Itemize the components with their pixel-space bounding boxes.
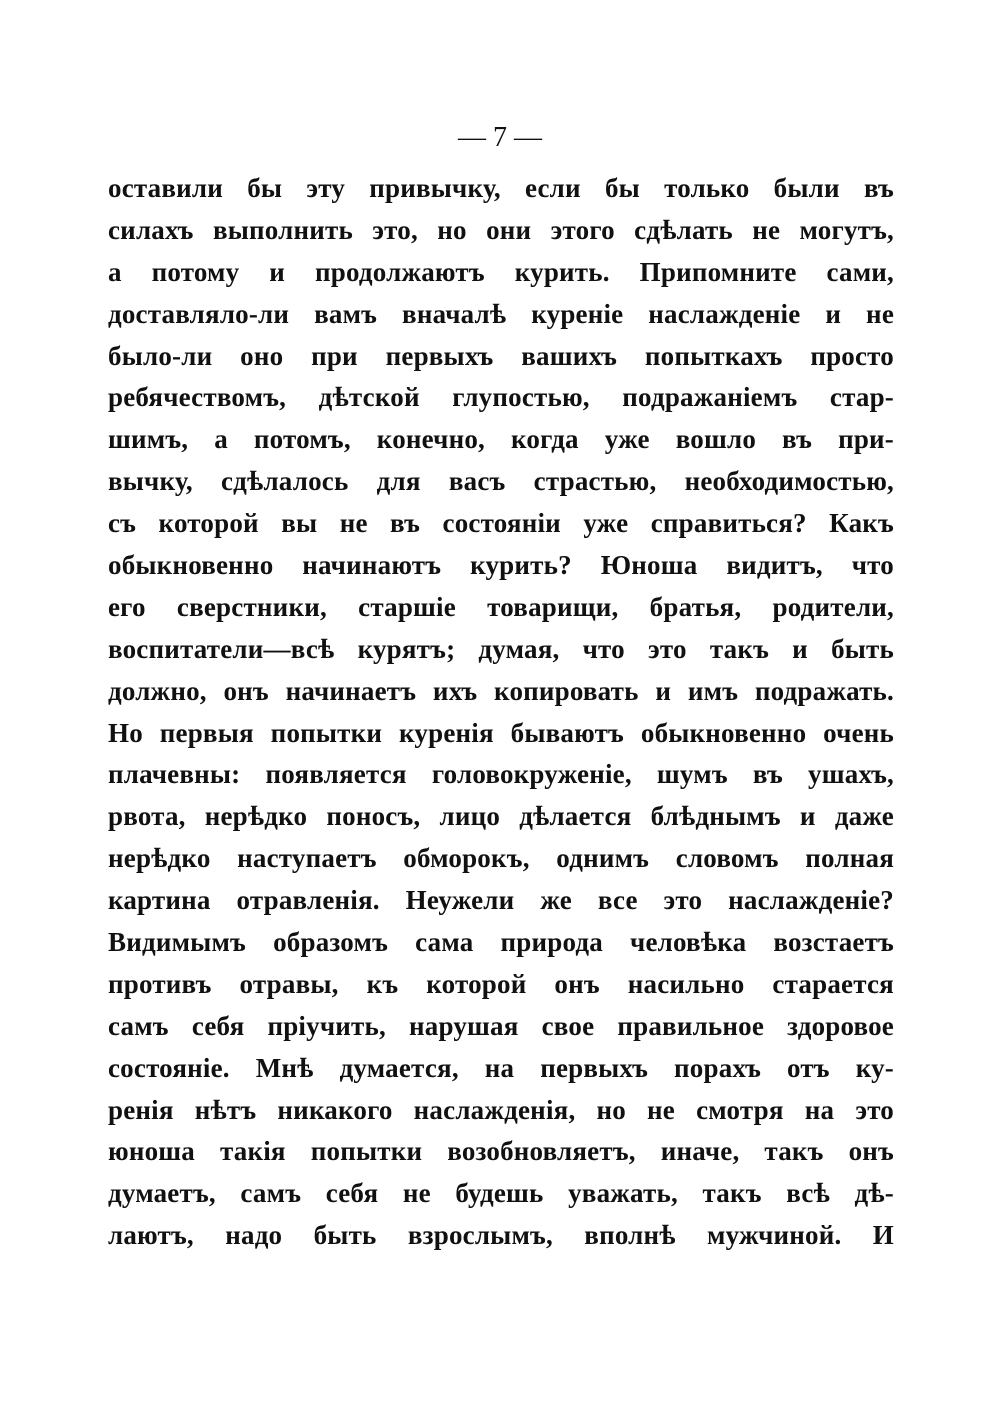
text-line: лаютъ, надо быть взрослымъ, вполнѣ мужчиной. И xyxy=(108,1220,894,1251)
text-line: ренія нѣтъ никакого наслажденія, но не смотря на это xyxy=(108,1094,894,1125)
body-text xyxy=(108,168,894,1257)
text-line: самъ себя пріучить, нарушая свое правильное здоровое xyxy=(108,1010,894,1041)
text-line: юноша такія попытки возобновляетъ, иначе, такъ онъ xyxy=(108,1136,894,1167)
text-line: съ которой вы не въ состояніи уже справиться? Какъ xyxy=(108,508,894,539)
text-line: Видимымъ образомъ сама природа человѣка возстаетъ xyxy=(108,927,894,958)
text-line: рвота, нерѣдко поносъ, лицо дѣлается блѣднымъ и даже xyxy=(108,801,894,832)
text-line: обыкновенно начинаютъ курить? Юноша видитъ, что xyxy=(108,550,894,581)
text-line: состояніе. Мнѣ думается, на первыхъ порахъ отъ ку- xyxy=(108,1052,894,1083)
text-line: воспитатели—всѣ курятъ; думая, что это такъ и быть xyxy=(108,633,894,664)
text-line: картина отравленія. Неужели же все это наслажденіе? xyxy=(108,885,894,916)
text-line: должно, онъ начинаетъ ихъ копировать и имъ подражать. xyxy=(108,675,894,706)
text-line: а потому и продолжаютъ курить. Припомните сами, xyxy=(108,256,894,287)
text-line: силахъ выполнить это, но они этого сдѣлать не могутъ, xyxy=(108,214,894,245)
text-line: ребячествомъ, дѣтской глупостью, подражаніемъ стар- xyxy=(108,382,894,413)
text-line: шимъ, а потомъ, конечно, когда уже вошло въ при- xyxy=(108,424,894,455)
text-line: противъ отравы, къ которой онъ насильно старается xyxy=(108,968,894,999)
page-number: — 7 — xyxy=(458,122,542,153)
text-line: Но первыя попытки куренія бываютъ обыкновенно очень xyxy=(108,717,894,748)
text-line: оставили бы эту привычку, если бы только были въ xyxy=(108,173,894,203)
text-line: думаетъ, самъ себя не будешь уважать, такъ всѣ дѣ- xyxy=(108,1178,894,1209)
text-line: плачевны: появляется головокруженіе, шумъ въ ушахъ, xyxy=(108,759,894,790)
text-line: было-ли оно при первыхъ вашихъ попыткахъ просто xyxy=(108,340,894,371)
text-line: вычку, сдѣлалось для васъ страстью, необходимостью, xyxy=(108,466,894,497)
text-line: нерѣдко наступаетъ обморокъ, однимъ словомъ полная xyxy=(108,843,894,874)
text-line: его сверстники, старшіе товарищи, братья, родители, xyxy=(108,591,894,622)
text-line: доставляло-ли вамъ вначалѣ куреніе наслажденіе и не xyxy=(108,298,894,329)
